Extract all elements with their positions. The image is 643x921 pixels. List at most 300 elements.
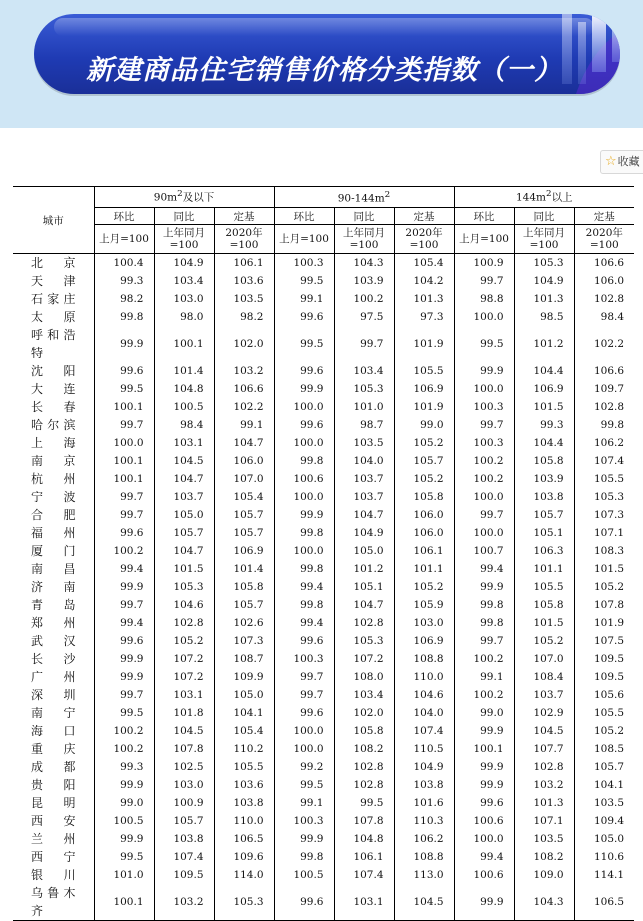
value-cell: 99.6: [454, 794, 514, 812]
table-row: [13, 362, 634, 380]
table-row: [13, 866, 634, 884]
value-cell: 100.1: [454, 740, 514, 758]
value-cell: 104.0: [334, 452, 394, 470]
city-cell: 厦门: [31, 544, 76, 558]
sub-header-yoy: 同比: [514, 208, 574, 225]
price-index-table: [13, 186, 634, 921]
value-cell: 99.3: [94, 272, 154, 290]
value-cell: 100.5: [274, 866, 334, 884]
sub-header-base: 定基: [394, 208, 454, 225]
value-cell: 101.2: [334, 560, 394, 578]
value-cell: 100.1: [94, 884, 154, 921]
value-cell: 102.9: [514, 704, 574, 722]
city-cell: 西安: [31, 814, 76, 828]
city-column-header: 城市: [13, 187, 94, 254]
value-cell: 105.2: [394, 470, 454, 488]
table-row: [13, 452, 634, 470]
value-cell: 103.5: [334, 434, 394, 452]
value-cell: 105.1: [334, 578, 394, 596]
value-cell: 106.9: [394, 380, 454, 398]
value-cell: 105.3: [334, 632, 394, 650]
value-cell: 100.2: [454, 686, 514, 704]
value-cell: 109.4: [574, 812, 634, 830]
value-cell: 105.5: [514, 578, 574, 596]
value-cell: 105.2: [394, 434, 454, 452]
table-row: [13, 668, 634, 686]
value-cell: 99.0: [454, 704, 514, 722]
value-cell: 102.8: [154, 614, 214, 632]
value-cell: 107.2: [334, 650, 394, 668]
value-cell: 98.0: [154, 308, 214, 326]
value-cell: 99.3: [514, 416, 574, 434]
value-cell: 99.5: [274, 326, 334, 362]
value-cell: 99.9: [454, 758, 514, 776]
value-cell: 101.3: [514, 290, 574, 308]
city-cell: 西宁: [31, 850, 76, 864]
value-cell: 101.9: [574, 614, 634, 632]
table-row: [13, 416, 634, 434]
city-cell: 福州: [31, 526, 76, 540]
value-cell: 100.0: [274, 722, 334, 740]
value-cell: 99.6: [274, 308, 334, 326]
value-cell: 104.5: [514, 722, 574, 740]
value-cell: 99.1: [274, 290, 334, 308]
table-row: [13, 776, 634, 794]
value-cell: 101.0: [334, 398, 394, 416]
value-cell: 101.1: [514, 560, 574, 578]
city-cell: 银川: [31, 868, 76, 882]
value-cell: 99.9: [274, 830, 334, 848]
value-cell: 105.0: [334, 542, 394, 560]
value-cell: 109.9: [214, 668, 274, 686]
value-cell: 98.2: [94, 290, 154, 308]
value-cell: 107.5: [574, 632, 634, 650]
value-cell: 100.2: [94, 740, 154, 758]
city-cell: 大连: [31, 382, 76, 396]
table-row: [13, 488, 634, 506]
value-cell: 110.0: [214, 812, 274, 830]
value-cell: 99.6: [94, 632, 154, 650]
value-cell: 100.4: [94, 254, 154, 273]
value-cell: 99.5: [454, 326, 514, 362]
value-cell: 103.8: [394, 776, 454, 794]
value-cell: 99.6: [274, 704, 334, 722]
value-cell: 102.8: [334, 776, 394, 794]
city-cell: 重庆: [31, 742, 76, 756]
value-cell: 105.3: [334, 380, 394, 398]
value-cell: 102.8: [574, 290, 634, 308]
value-cell: 100.0: [274, 740, 334, 758]
value-cell: 99.6: [94, 362, 154, 380]
value-cell: 101.6: [394, 794, 454, 812]
value-cell: 99.7: [454, 416, 514, 434]
value-cell: 99.7: [454, 506, 514, 524]
value-cell: 104.4: [514, 434, 574, 452]
value-cell: 114.1: [574, 866, 634, 884]
value-cell: 105.5: [574, 704, 634, 722]
value-cell: 99.6: [274, 362, 334, 380]
table-row: [13, 830, 634, 848]
value-cell: 99.7: [94, 488, 154, 506]
value-cell: 105.5: [214, 758, 274, 776]
value-cell: 105.8: [334, 722, 394, 740]
city-cell: 乌鲁木齐: [13, 884, 94, 921]
city-cell: 长春: [31, 400, 76, 414]
value-cell: 106.5: [214, 830, 274, 848]
value-cell: 107.8: [154, 740, 214, 758]
table-row: [13, 524, 634, 542]
value-cell: 113.0: [394, 866, 454, 884]
value-cell: 104.0: [394, 704, 454, 722]
value-cell: 104.7: [334, 506, 394, 524]
value-cell: 104.8: [154, 380, 214, 398]
value-cell: 99.0: [94, 794, 154, 812]
table-row: [13, 326, 634, 362]
value-cell: 102.8: [514, 758, 574, 776]
value-cell: 103.7: [334, 470, 394, 488]
value-cell: 102.8: [334, 614, 394, 632]
value-cell: 103.5: [214, 290, 274, 308]
value-cell: 99.9: [94, 578, 154, 596]
value-cell: 108.8: [394, 848, 454, 866]
value-cell: 100.3: [454, 398, 514, 416]
table-row: [13, 596, 634, 614]
value-cell: 105.4: [214, 488, 274, 506]
base-header: 2020年 =100: [394, 225, 454, 254]
value-cell: 106.2: [394, 830, 454, 848]
value-cell: 109.7: [574, 380, 634, 398]
table-row: [13, 398, 634, 416]
value-cell: 105.5: [574, 470, 634, 488]
value-cell: 98.2: [214, 308, 274, 326]
value-cell: 99.4: [454, 848, 514, 866]
city-cell: 宁波: [31, 490, 76, 504]
value-cell: 105.4: [214, 722, 274, 740]
value-cell: 105.4: [394, 254, 454, 273]
value-cell: 99.4: [274, 578, 334, 596]
value-cell: 105.3: [574, 488, 634, 506]
city-cell: 昆明: [31, 796, 76, 810]
sub-header-base: 定基: [214, 208, 274, 225]
value-cell: 103.5: [574, 794, 634, 812]
value-cell: 106.1: [334, 848, 394, 866]
value-cell: 99.1: [214, 416, 274, 434]
base-header: 上月=100: [274, 225, 334, 254]
table-row: [13, 560, 634, 578]
value-cell: 101.1: [394, 560, 454, 578]
value-cell: 104.6: [154, 596, 214, 614]
value-cell: 100.3: [274, 254, 334, 273]
value-cell: 105.0: [214, 686, 274, 704]
value-cell: 100.9: [454, 254, 514, 273]
city-cell: 长沙: [31, 652, 76, 666]
value-cell: 100.1: [154, 326, 214, 362]
bookmark-button[interactable]: [600, 150, 643, 174]
value-cell: 99.4: [274, 614, 334, 632]
table-row: [13, 380, 634, 398]
value-cell: 106.9: [394, 632, 454, 650]
value-cell: 107.2: [154, 650, 214, 668]
value-cell: 106.1: [394, 542, 454, 560]
value-cell: 108.8: [394, 650, 454, 668]
value-cell: 103.8: [514, 488, 574, 506]
sub-header-yoy: 同比: [334, 208, 394, 225]
value-cell: 101.5: [574, 560, 634, 578]
value-cell: 103.8: [154, 830, 214, 848]
value-cell: 99.7: [94, 686, 154, 704]
city-cell: 太原: [31, 310, 76, 324]
value-cell: 106.0: [394, 524, 454, 542]
value-cell: 110.2: [214, 740, 274, 758]
city-cell: 石家庄: [31, 292, 76, 306]
table-row: [13, 632, 634, 650]
value-cell: 110.6: [574, 848, 634, 866]
city-cell: 海口: [31, 724, 76, 738]
value-cell: 107.3: [574, 506, 634, 524]
value-cell: 105.0: [154, 506, 214, 524]
value-cell: 106.3: [514, 542, 574, 560]
value-cell: 100.0: [454, 308, 514, 326]
table-row: [13, 290, 634, 308]
value-cell: 108.0: [334, 668, 394, 686]
value-cell: 104.8: [334, 830, 394, 848]
value-cell: 99.8: [454, 596, 514, 614]
value-cell: 107.1: [574, 524, 634, 542]
value-cell: 99.6: [94, 524, 154, 542]
city-cell: 南宁: [31, 706, 76, 720]
value-cell: 99.6: [274, 884, 334, 921]
value-cell: 103.2: [514, 776, 574, 794]
value-cell: 99.9: [454, 578, 514, 596]
value-cell: 105.2: [574, 722, 634, 740]
table-row: [13, 308, 634, 326]
value-cell: 100.6: [454, 812, 514, 830]
value-cell: 104.7: [154, 470, 214, 488]
value-cell: 100.2: [94, 542, 154, 560]
value-cell: 110.3: [394, 812, 454, 830]
table-row: [13, 884, 634, 921]
value-cell: 100.5: [154, 398, 214, 416]
city-cell: 深圳: [31, 688, 76, 702]
value-cell: 103.7: [514, 686, 574, 704]
city-cell: 呼和浩特: [31, 328, 76, 360]
value-cell: 99.1: [454, 668, 514, 686]
value-cell: 99.8: [274, 848, 334, 866]
city-cell: 青岛: [31, 598, 76, 612]
table-row: [13, 254, 634, 273]
table-row: [13, 434, 634, 452]
value-cell: 102.0: [214, 326, 274, 362]
city-cell: 南昌: [31, 562, 76, 576]
value-cell: 106.0: [574, 272, 634, 290]
value-cell: 100.2: [334, 290, 394, 308]
table-row: [13, 686, 634, 704]
value-cell: 100.0: [274, 542, 334, 560]
value-cell: 101.5: [514, 398, 574, 416]
value-cell: 109.6: [214, 848, 274, 866]
value-cell: 99.9: [274, 506, 334, 524]
value-cell: 99.0: [394, 416, 454, 434]
value-cell: 102.6: [214, 614, 274, 632]
table-row: [13, 470, 634, 488]
value-cell: 99.7: [454, 272, 514, 290]
value-cell: 104.1: [214, 704, 274, 722]
value-cell: 99.8: [274, 452, 334, 470]
value-cell: 109.0: [514, 866, 574, 884]
value-cell: 103.2: [214, 362, 274, 380]
base-header: 上年同月 =100: [514, 225, 574, 254]
value-cell: 103.0: [394, 614, 454, 632]
city-cell: 郑州: [31, 616, 76, 630]
value-cell: 100.2: [454, 470, 514, 488]
value-cell: 100.2: [454, 650, 514, 668]
value-cell: 99.9: [94, 668, 154, 686]
value-cell: 101.4: [214, 560, 274, 578]
value-cell: 103.4: [154, 272, 214, 290]
value-cell: 100.0: [454, 524, 514, 542]
banner-pill: [34, 14, 620, 94]
value-cell: 101.5: [154, 560, 214, 578]
value-cell: 106.1: [214, 254, 274, 273]
value-cell: 105.5: [394, 362, 454, 380]
value-cell: 105.8: [394, 488, 454, 506]
value-cell: 99.9: [94, 830, 154, 848]
value-cell: 105.0: [574, 830, 634, 848]
value-cell: 114.0: [214, 866, 274, 884]
value-cell: 98.4: [154, 416, 214, 434]
value-cell: 99.4: [94, 614, 154, 632]
value-cell: 104.7: [334, 596, 394, 614]
value-cell: 100.9: [154, 794, 214, 812]
banner-title: 新建商品住宅销售价格分类指数（一）: [86, 55, 562, 86]
value-cell: 101.0: [94, 866, 154, 884]
value-cell: 99.9: [454, 722, 514, 740]
value-cell: 100.0: [454, 830, 514, 848]
value-cell: 99.9: [94, 650, 154, 668]
value-cell: 104.9: [334, 524, 394, 542]
value-cell: 107.0: [514, 650, 574, 668]
city-cell: 广州: [31, 670, 76, 684]
value-cell: 102.5: [154, 758, 214, 776]
value-cell: 105.2: [574, 578, 634, 596]
value-cell: 103.9: [334, 272, 394, 290]
value-cell: 105.2: [154, 632, 214, 650]
table-row: [13, 848, 634, 866]
sub-header-mom: 环比: [454, 208, 514, 225]
value-cell: 108.3: [574, 542, 634, 560]
value-cell: 99.7: [94, 596, 154, 614]
table-row: [13, 506, 634, 524]
banner: [0, 0, 643, 128]
value-cell: 100.5: [94, 812, 154, 830]
city-cell: 哈尔滨: [31, 418, 76, 432]
value-cell: 104.7: [214, 434, 274, 452]
value-cell: 97.3: [394, 308, 454, 326]
value-cell: 103.0: [154, 290, 214, 308]
value-cell: 99.5: [334, 794, 394, 812]
value-cell: 105.7: [574, 758, 634, 776]
value-cell: 99.7: [274, 686, 334, 704]
value-cell: 110.0: [394, 668, 454, 686]
city-cell: 贵阳: [31, 778, 76, 792]
value-cell: 104.3: [514, 884, 574, 921]
value-cell: 106.6: [214, 380, 274, 398]
value-cell: 103.0: [154, 776, 214, 794]
value-cell: 103.8: [214, 794, 274, 812]
city-cell: 合肥: [31, 508, 76, 522]
value-cell: 105.8: [214, 578, 274, 596]
value-cell: 99.5: [94, 848, 154, 866]
value-cell: 103.6: [214, 272, 274, 290]
value-cell: 106.6: [574, 362, 634, 380]
value-cell: 105.7: [514, 506, 574, 524]
value-cell: 100.1: [94, 398, 154, 416]
value-cell: 107.4: [154, 848, 214, 866]
value-cell: 105.7: [214, 524, 274, 542]
sub-header-yoy: 同比: [154, 208, 214, 225]
value-cell: 107.4: [574, 452, 634, 470]
value-cell: 103.7: [334, 488, 394, 506]
value-cell: 99.5: [274, 272, 334, 290]
value-cell: 106.5: [574, 884, 634, 921]
value-cell: 100.3: [274, 812, 334, 830]
value-cell: 106.0: [214, 452, 274, 470]
value-cell: 109.5: [574, 668, 634, 686]
value-cell: 107.0: [214, 470, 274, 488]
group-header-large: $144m^2$以上: [454, 187, 634, 208]
bookmark-label: 收藏: [617, 155, 640, 168]
value-cell: 101.9: [394, 326, 454, 362]
sub-header-base: 定基: [574, 208, 634, 225]
base-header: 上月=100: [94, 225, 154, 254]
value-cell: 103.1: [334, 884, 394, 921]
city-cell: 上海: [31, 436, 76, 450]
value-cell: 98.4: [574, 308, 634, 326]
value-cell: 100.0: [274, 434, 334, 452]
value-cell: 110.5: [394, 740, 454, 758]
value-cell: 101.5: [514, 614, 574, 632]
sub-header-mom: 环比: [94, 208, 154, 225]
value-cell: 106.6: [574, 254, 634, 273]
table-row: [13, 758, 634, 776]
value-cell: 100.3: [274, 650, 334, 668]
value-cell: 105.7: [214, 596, 274, 614]
value-cell: 99.4: [94, 560, 154, 578]
base-header: 上年同月 =100: [334, 225, 394, 254]
city-cell: 南京: [31, 454, 76, 468]
value-cell: 99.9: [94, 326, 154, 362]
value-cell: 99.3: [94, 758, 154, 776]
value-cell: 104.9: [394, 758, 454, 776]
value-cell: 99.7: [334, 326, 394, 362]
value-cell: 109.5: [154, 866, 214, 884]
value-cell: 102.2: [574, 326, 634, 362]
table-row: [13, 740, 634, 758]
value-cell: 107.1: [514, 812, 574, 830]
value-cell: 99.7: [454, 632, 514, 650]
value-cell: 108.7: [214, 650, 274, 668]
value-cell: 107.7: [514, 740, 574, 758]
value-cell: 102.8: [574, 398, 634, 416]
value-cell: 99.8: [274, 524, 334, 542]
table-row: [13, 578, 634, 596]
value-cell: 106.0: [394, 506, 454, 524]
city-cell: 天津: [31, 274, 76, 288]
value-cell: 99.8: [454, 614, 514, 632]
value-cell: 101.2: [514, 326, 574, 362]
value-cell: 106.2: [574, 434, 634, 452]
value-cell: 105.7: [154, 812, 214, 830]
